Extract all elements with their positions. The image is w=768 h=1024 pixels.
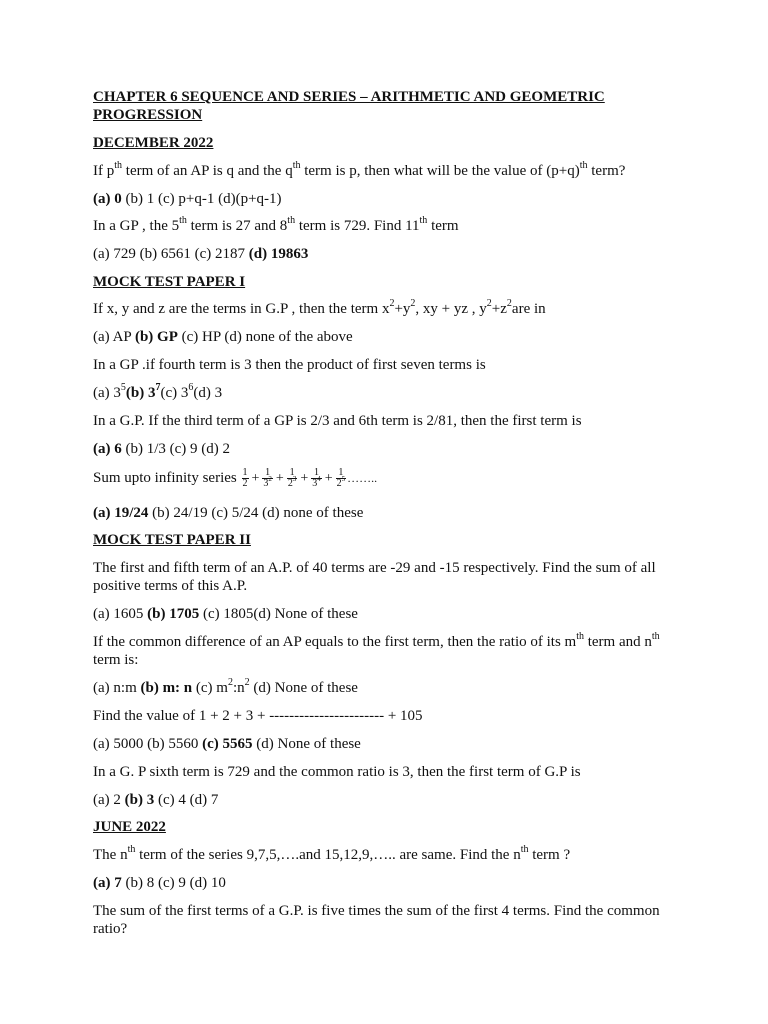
question-6: Sum upto infinity series $\frac{1}{2}$ + $\frac{1}{3^2}$ + $\frac{1}{2^3}$ + $\frac{1}{3^4}$ + $\frac{1}{2^5}$ ……..	[93, 467, 378, 490]
question-11: The $n^{th}$ term of the series 9,7,5,….and 15,12,9,….. are same. Find the $n^{th}$ term ?	[93, 844, 571, 863]
question-12: The sum of the first terms of a G.P. is five times the sum of the first 4 terms. Find the common ratio?	[93, 903, 660, 937]
question-3-options: (a) AP (b) GP (c) HP (d) none of the above	[93, 329, 353, 345]
chapter-title: CHAPTER 6 SEQUENCE AND SERIES – ARITHMETIC AND GEOMETRIC PROGRESSION	[93, 89, 605, 123]
section-heading-june-2022: JUNE 2022	[93, 819, 166, 835]
section-heading-mock-test-2: MOCK TEST PAPER II	[93, 532, 251, 548]
section-heading-december-2022: DECEMBER 2022	[93, 135, 214, 151]
question-4: In a GP .if fourth term is 3 then the product of first seven terms is	[93, 357, 486, 373]
question-2: In a GP , the 5th term is 27 and 8th term is 729. Find 11th term	[93, 215, 459, 234]
question-10-options: (a) 2 (b) 3 (c) 4 (d) 7	[93, 792, 219, 808]
question-8: If the common difference of an AP equals to the first term, then the ratio of its $m^{th}$ term and $n^{th}$ term is:	[93, 631, 660, 668]
section-heading-mock-test-1: MOCK TEST PAPER I	[93, 274, 246, 290]
question-9: Find the value of 1 + 2 + 3 + ----------------------- + 105	[93, 708, 423, 724]
question-10: In a G. P sixth term is 729 and the common ratio is 3, then the first term of G.P is	[93, 764, 581, 780]
question-4-options: (a) $3^5(b)$ $3^7(c)$ $3^6(d)$ 3	[93, 382, 223, 401]
series-fraction: $\frac{1}{2}$	[242, 467, 248, 490]
question-7-options: (a) 1605 (b) 1705 (c) 1805(d) None of these	[93, 606, 358, 622]
question-1-options: (a) 0 (b) 1 (c) p+q-1 (d)(p+q-1)	[93, 191, 282, 207]
question-5: In a G.P. If the third term of a GP is 2/3 and 6th term is 2/81, then the first term is	[93, 413, 582, 429]
series-fraction: $\frac{1}{2^3}$	[287, 467, 297, 490]
question-5-options: (a) 6 (b) 1/3 (c) 9 (d) 2	[93, 441, 231, 457]
question-6-options: (a) 19/24 (b) 24/19 (c) 5/24 (d) none of these	[93, 505, 364, 521]
question-3: If x, y and z are the terms in G.P , then the term $x^2+y^2$, xy + yz , $y^2+z^2are$ in	[93, 298, 546, 317]
question-8-options: (a) n:m (b) m: n (c) $m^2:n^2$ (d) None of these	[93, 677, 358, 696]
question-9-options: (a) 5000 (b) 5560 (c) 5565 (d) None of these	[93, 736, 361, 752]
question-11-options: (a) 7 (b) 8 (c) 9 (d) 10	[93, 875, 226, 891]
question-1: If $p^{th}$ term of an AP is q and the $q^{th}$ term is p, then what will be the value of $(p+q)^{th}$ term?	[93, 160, 626, 179]
series-fraction: $\frac{1}{3^4}$	[312, 467, 321, 490]
question-7: The first and fifth term of an A.P. of 40 terms are -29 and -15 respectively. Find the sum of all positive terms of this A.P.	[93, 560, 656, 594]
question-2-options: (a) 729 (b) 6561 (c) 2187 (d) 19863	[93, 246, 309, 262]
series-fraction: $\frac{1}{2^5}$	[336, 467, 346, 490]
series-fraction: $\frac{1}{3^2}$	[263, 467, 272, 490]
